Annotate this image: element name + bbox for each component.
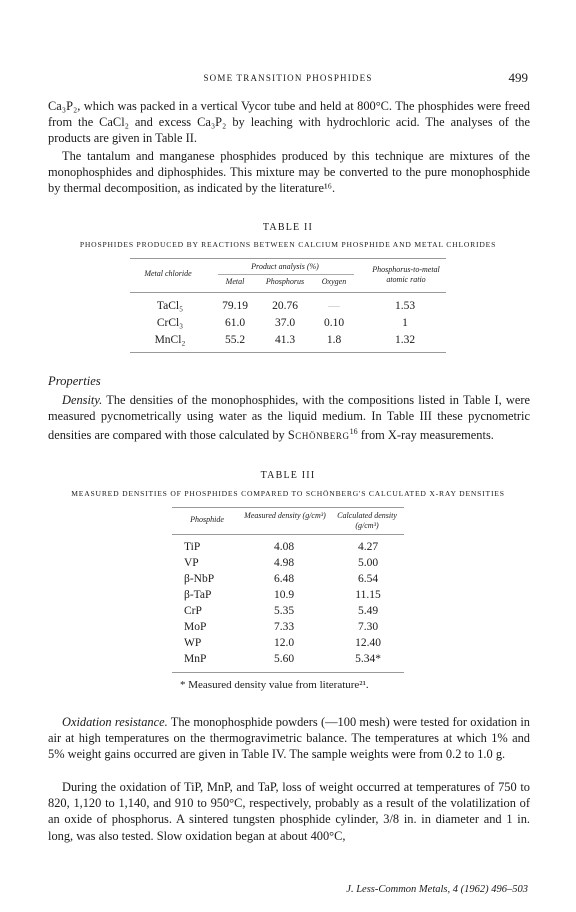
journal-citation-text: J. Less-Common Metals, 4 (1962) 496–503 [346,884,528,895]
t3-r2-phosphide: VP [184,557,199,569]
table-2-top-rule [130,258,446,259]
t3-r3-phosphide: β-NbP [184,573,215,585]
t2-r2-oxygen: 0.10 [323,317,345,329]
t3-r5-phosphide: CrP [184,605,202,617]
density-lead: Density. [62,393,103,407]
table-3-top-rule [172,507,404,508]
t2-r2-metal: 61.0 [224,317,246,329]
table-2-header-oxygen: Oxygen [321,277,347,286]
t2-r2-ratio: 1 [402,317,408,329]
table-2-bottom-rule [130,352,446,353]
journal-citation [346,884,528,895]
paragraph-oxidation-2: During the oxidation of TiP, MnP, and TaP, loss of weight occurred at temperatures of 750 to 820, 1,120 to 1,140, and 910 to 950°C, respectively, probably as a result of the volatilization of an oxide of phosphorus. A sintered tungsten phosphide cylinder, 3/8 in. in diameter and 1 in. long, was also tested. Slow oxidation began at about 400°C, [48,780,530,843]
t3-r5-calculated: 5.49 [357,605,379,617]
table-3-caption: MEASURED DENSITIES OF PHOSPHIDES COMPARED TO SCHÖNBERG'S CALCULATED X-RAY DENSITIES [71,489,505,498]
t3-r4-phosphide: β-TaP [184,589,212,601]
oxidation-text-1: The monophosphide powders (—100 mesh) were tested for oxidation in air at high temperatures on the thermogravimetric balance. The temperatures at which 1% and 5% weight gains occurred are given in Table IV. The sample weights were from 0.2 to 1.0 g. [48,715,530,762]
t2-r1-ratio: 1.53 [394,300,416,312]
t3-r1-calculated: 4.27 [357,541,379,553]
t2-r1-oxygen: — [328,300,340,312]
t2-r1-metal: 79.19 [222,300,248,312]
t3-r4-measured: 10.9 [273,589,295,601]
t3-r3-calculated: 6.54 [357,573,379,585]
table-3-bottom-rule [172,672,404,673]
t3-r6-measured: 7.33 [273,621,295,633]
running-header [48,70,528,86]
t2-r3-phosphorus: 41.3 [274,334,296,346]
author-name: Schönberg [287,428,350,443]
t2-r1-phosphorus: 20.76 [272,300,298,312]
t2-r3-chloride: MnCl₂ [154,334,186,346]
t3-r7-calculated: 12.40 [355,637,381,649]
table-2-header-ratio: Phosphorus-to-metal atomic ratio [372,265,440,284]
density-text: The densities of the monophosphides, with the compositions listed in Table I, were measured pycnometrically using water as the liquid medium. In Table III these pycnometric densities are compared with those calculated by [48,393,530,443]
t3-r1-measured: 4.08 [273,541,295,553]
table-3-mid-rule [172,534,404,535]
t3-r8-calculated: 5.34* [355,653,381,665]
t3-r6-calculated: 7.30 [357,621,379,633]
t2-r2-phosphorus: 37.0 [274,317,296,329]
table-2-label: TABLE II [262,222,314,233]
t3-r6-phosphide: MoP [184,621,207,633]
t2-r2-chloride: CrCl₃ [156,317,184,329]
t3-r5-measured: 5.35 [273,605,295,617]
t2-r1-chloride: TaCl₅ [156,300,184,312]
table-2-sub-rule [218,274,354,275]
paragraph-oxidation [48,714,530,763]
paragraph-2: The tantalum and manganese phosphides produced by this technique are mixtures of the monophosphides and diphosphides. This mixture may be converted to the pure monophosphide by thermal decomposition, as indicated by the literature¹⁶. [48,149,530,196]
table-3-footnote: * Measured density value from literature²¹. [180,679,369,691]
t2-r3-ratio: 1.32 [394,334,416,346]
table-2-header-analysis: Product analysis (%) [251,262,319,271]
paragraph-density [48,392,530,444]
paragraph-1: Ca₃P₂, which was packed in a vertical Vycor tube and held at 800°C. The phosphides were freed from the CaCl₂ and excess Ca₃P₂ by leaching with hydrochloric acid. The analyses of the products are given in Table II. [48,99,530,146]
t3-r8-measured: 5.60 [273,653,295,665]
oxidation-lead: Oxidation resistance. [62,715,168,729]
table-3-label: TABLE III [260,470,316,481]
running-title: SOME TRANSITION PHOSPHIDES [203,73,373,83]
t2-r3-metal: 55.2 [224,334,246,346]
t3-r1-phosphide: TiP [184,541,201,553]
table-3-header-calculated: Calculated density (g/cm³) [337,511,397,530]
table-2-header-metal: Metal [225,277,245,286]
t3-r2-measured: 4.98 [273,557,295,569]
t3-r2-calculated: 5.00 [357,557,379,569]
t3-r4-calculated: 11.15 [355,589,381,601]
author-ref: 16 [349,427,358,437]
t3-r7-phosphide: WP [184,637,202,649]
table-2-header-chloride: Metal chloride [144,269,192,278]
table-2-caption: PHOSPHIDES PRODUCED BY REACTIONS BETWEEN CALCIUM PHOSPHIDE AND METAL CHLORIDES [79,240,497,249]
t3-r3-measured: 6.48 [273,573,295,585]
table-3-header-measured: Measured density (g/cm³) [244,511,326,520]
page-number: 499 [508,70,528,85]
t2-r3-oxygen: 1.8 [326,334,342,346]
table-2-mid-rule [130,292,446,293]
table-2-header-phosphorus: Phosphorus [265,277,305,286]
table-3-header-phosphide: Phosphide [190,515,224,524]
density-tail: from X-ray measurements. [357,428,494,443]
t3-r7-measured: 12.0 [273,637,295,649]
t3-r8-phosphide: MnP [184,653,207,665]
section-heading-properties: Properties [48,374,101,388]
